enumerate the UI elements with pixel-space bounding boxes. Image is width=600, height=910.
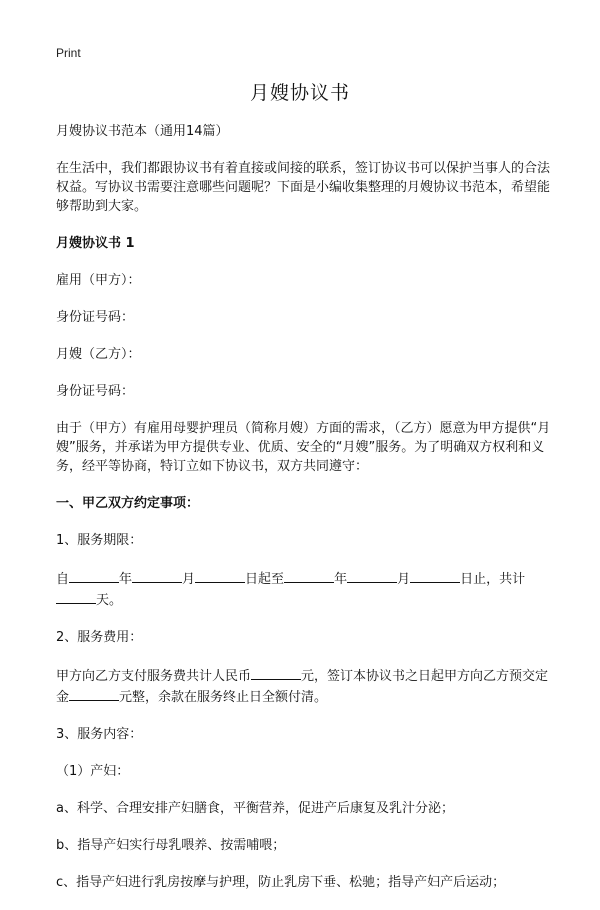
period-year1: 年 bbox=[119, 572, 133, 587]
year-blank bbox=[69, 568, 119, 583]
item3-label: 3、服务内容： bbox=[56, 727, 143, 742]
period-month2: 月 bbox=[397, 572, 411, 587]
point-a: a、科学、合理安排产妇膳食，平衡营养，促进产后康复及乳汁分泌； bbox=[56, 801, 454, 816]
fee-part1: 甲方向乙方支付服务费共计人民币 bbox=[56, 669, 252, 684]
clause-heading: 一、甲乙双方约定事项： bbox=[56, 496, 200, 511]
intro-paragraph: 在生活中，我们都跟协议书有着直接或间接的联系，签订协议书可以保护当事人的合法权益。写协议书需要注意哪些问题呢？下面是小编收集整理的月嫂协议书范本，希望能够帮助到大家。 bbox=[56, 161, 551, 214]
fee-total-blank bbox=[251, 665, 301, 680]
fee-part3: 元整，余款在服务终止日全额付清。 bbox=[119, 690, 328, 705]
sub1-label: （1）产妇： bbox=[56, 764, 130, 779]
day-blank bbox=[195, 568, 245, 583]
total-days-blank bbox=[56, 589, 96, 604]
party-b-id-line: 身份证号码： bbox=[56, 384, 135, 399]
service-period-line bbox=[56, 568, 556, 610]
month-blank bbox=[132, 568, 182, 583]
print-label: Print bbox=[56, 46, 81, 60]
preamble-paragraph: 由于（甲方）有雇用母婴护理员（简称月嫂）方面的需求，（乙方）愿意为甲方提供“月嫂”服务，并承诺为甲方提供专业、优质、安全的“月嫂”服务。为了明确双方权利和义务，经平等协商，特订立如下协议书，双方共同遵守： bbox=[56, 421, 551, 474]
section-heading: 月嫂协议书 1 bbox=[56, 236, 135, 251]
period-from: 自 bbox=[56, 572, 70, 587]
party-a-id-line: 身份证号码： bbox=[56, 310, 135, 325]
period-month1: 月 bbox=[182, 572, 196, 587]
deposit-blank bbox=[69, 686, 119, 701]
item1-label: 1、服务期限： bbox=[56, 533, 143, 548]
party-b-line: 月嫂（乙方）： bbox=[56, 347, 141, 362]
month-blank bbox=[347, 568, 397, 583]
period-year2: 年 bbox=[334, 572, 348, 587]
fee-part2: 元，签订本协议书之日起甲方向乙方预交定金 bbox=[56, 669, 549, 705]
period-days: 天。 bbox=[96, 593, 123, 608]
document-title: 月嫂协议书 bbox=[249, 82, 350, 104]
period-day1: 日起至 bbox=[245, 572, 285, 587]
point-b: b、指导产妇实行母乳喂养、按需哺喂； bbox=[56, 838, 286, 853]
document-body bbox=[56, 122, 556, 910]
day-blank bbox=[410, 568, 460, 583]
document-subtitle: 月嫂协议书范本（通用14篇） bbox=[56, 124, 229, 139]
party-a-line: 雇用（甲方）： bbox=[56, 273, 141, 288]
item2-label: 2、服务费用： bbox=[56, 630, 143, 645]
year-blank bbox=[284, 568, 334, 583]
period-day2: 日止，共计 bbox=[460, 572, 526, 587]
service-fee-line bbox=[56, 665, 556, 707]
point-c: c、指导产妇进行乳房按摩与护理，防止乳房下垂、松驰；指导产妇产后运动； bbox=[56, 875, 506, 890]
